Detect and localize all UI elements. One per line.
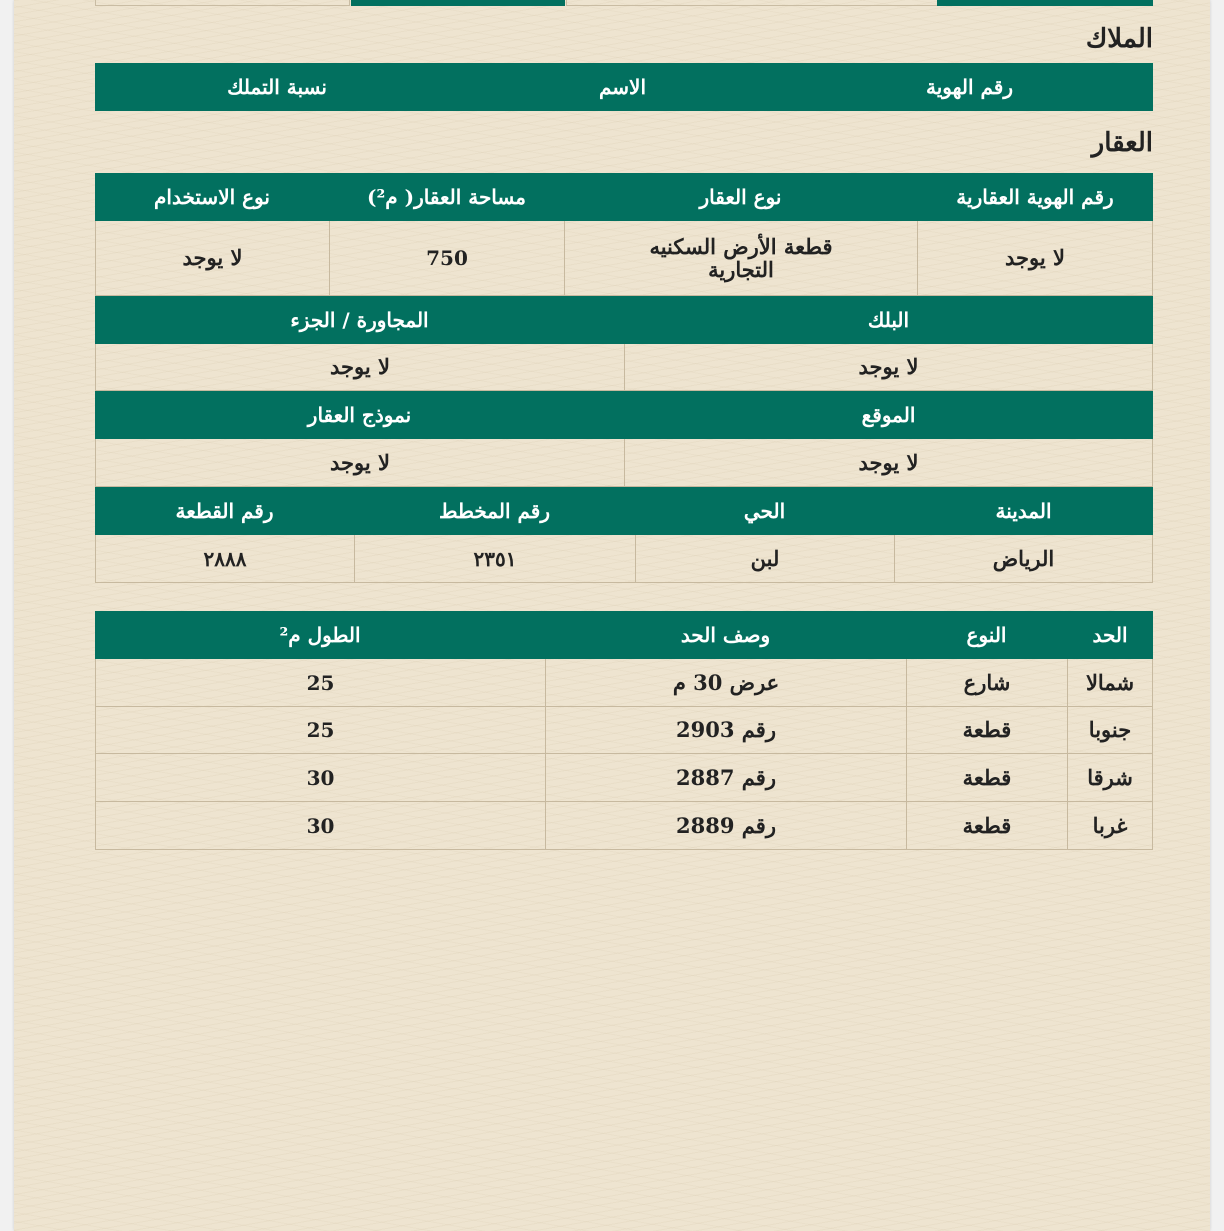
prev-table-header — [937, 0, 1153, 6]
value-district: لبن — [635, 535, 894, 583]
header-boundary-type: النوع — [906, 611, 1067, 659]
boundary-type: قطعة — [906, 802, 1067, 850]
value-property-id: لا يوجد — [917, 221, 1153, 296]
value-property-type: قطعة الأرض السكنيه التجارية — [564, 221, 917, 296]
boundaries-header-row — [95, 611, 1153, 659]
header-boundary: الحد — [1067, 611, 1153, 659]
property-table — [95, 173, 1153, 583]
boundary-direction: شرقا — [1067, 754, 1153, 802]
header-plan-number: رقم المخطط — [354, 487, 635, 535]
prev-table-cell — [566, 0, 938, 6]
header-boundary-description: وصف الحد — [545, 611, 906, 659]
header-usage-type: نوع الاستخدام — [95, 173, 329, 221]
boundary-direction: غربا — [1067, 802, 1153, 850]
boundary-row — [95, 802, 1153, 850]
boundary-length: 25 — [95, 659, 545, 707]
boundary-row — [95, 707, 1153, 754]
owners-header-share: نسبة التملك — [95, 63, 459, 111]
value-property-area: 750 — [329, 221, 564, 296]
boundary-direction: جنوبا — [1067, 707, 1153, 754]
value-plan-number: ٢٣٥١ — [354, 535, 635, 583]
header-property-model: نموذج العقار — [95, 391, 624, 439]
boundary-length: 25 — [95, 707, 545, 754]
header-city: المدينة — [894, 487, 1153, 535]
value-neighborhood-part: لا يوجد — [95, 344, 624, 391]
block-header-row — [95, 296, 1153, 344]
boundary-direction: شمالا — [1067, 659, 1153, 707]
header-district: الحي — [635, 487, 894, 535]
property-title: العقار — [1091, 128, 1153, 158]
location-header-row — [95, 391, 1153, 439]
boundary-row — [95, 659, 1153, 707]
boundary-type: قطعة — [906, 754, 1067, 802]
boundary-description: رقم 2889 — [545, 802, 906, 850]
boundary-description: رقم 2887 — [545, 754, 906, 802]
boundary-length: 30 — [95, 802, 545, 850]
header-property-area: مساحة العقار( م²) — [329, 173, 564, 221]
owners-header-id: رقم الهوية — [786, 63, 1153, 111]
property-header-row — [95, 173, 1153, 221]
property-values-row — [95, 221, 1153, 296]
owners-table — [95, 63, 1153, 111]
location-values-row — [95, 439, 1153, 487]
value-location: لا يوجد — [624, 439, 1153, 487]
prev-table-header — [351, 0, 565, 6]
owners-header-name: الاسم — [459, 63, 786, 111]
header-property-id: رقم الهوية العقارية — [917, 173, 1153, 221]
block-values-row — [95, 344, 1153, 391]
address-header-row — [95, 487, 1153, 535]
boundary-length: 30 — [95, 754, 545, 802]
boundary-row — [95, 754, 1153, 802]
value-city: الرياض — [894, 535, 1153, 583]
owners-header-row — [95, 63, 1153, 111]
boundary-type: قطعة — [906, 707, 1067, 754]
value-plot-number: ٢٨٨٨ — [95, 535, 354, 583]
boundary-type: شارع — [906, 659, 1067, 707]
header-property-type: نوع العقار — [564, 173, 917, 221]
value-usage-type: لا يوجد — [95, 221, 329, 296]
header-plot-number: رقم القطعة — [95, 487, 354, 535]
owners-title: الملاك — [1085, 24, 1153, 54]
header-boundary-length: الطول م² — [95, 611, 545, 659]
boundary-description: رقم 2903 — [545, 707, 906, 754]
boundaries-table — [95, 611, 1153, 850]
address-values-row — [95, 535, 1153, 583]
header-location: الموقع — [624, 391, 1153, 439]
prev-table-cell — [95, 0, 350, 6]
header-block: البلك — [624, 296, 1153, 344]
boundary-description: عرض 30 م — [545, 659, 906, 707]
value-property-model: لا يوجد — [95, 439, 624, 487]
value-block: لا يوجد — [624, 344, 1153, 391]
header-neighborhood-part: المجاورة / الجزء — [95, 296, 624, 344]
